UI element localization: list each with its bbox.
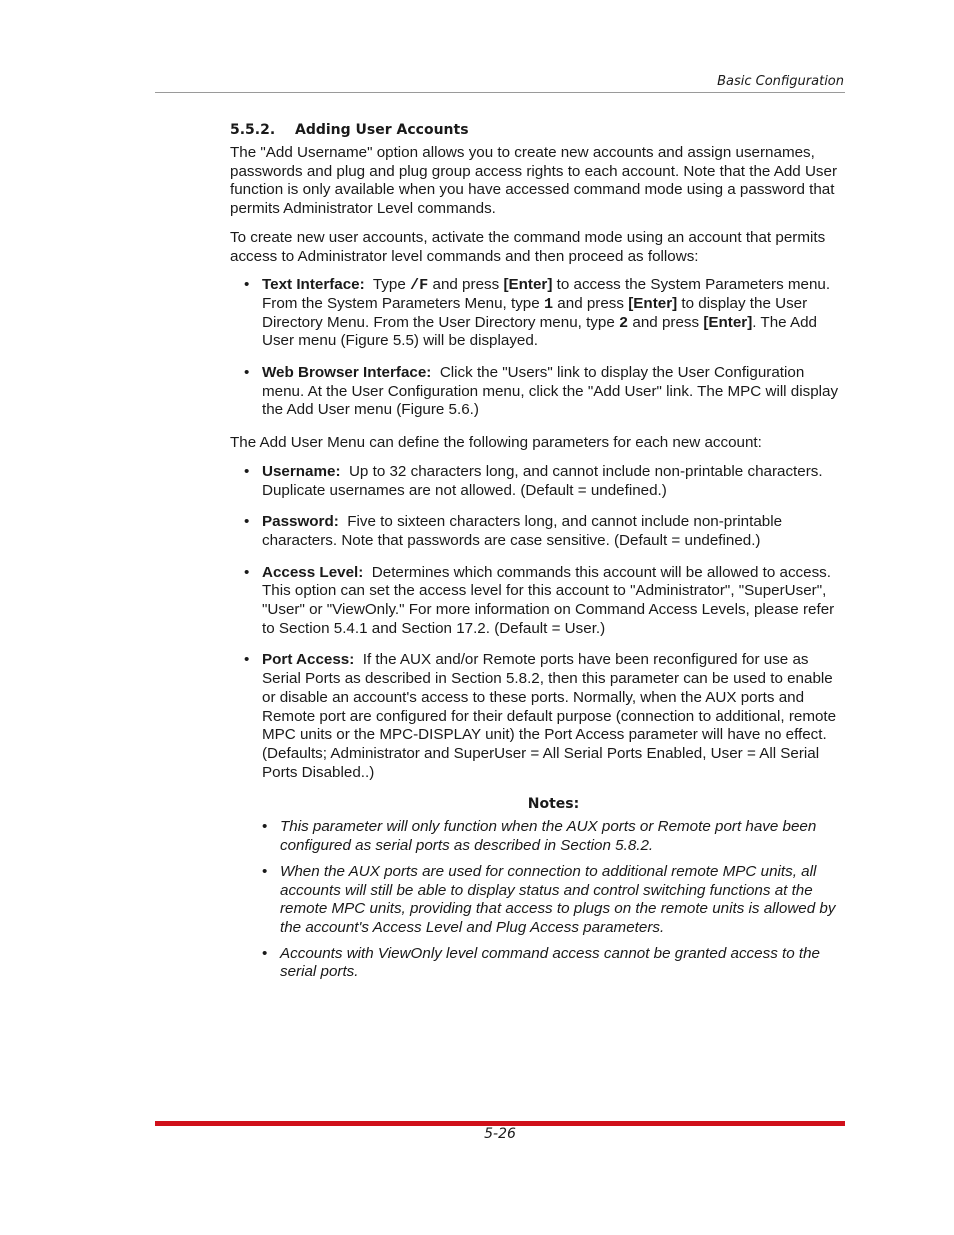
text-segment: Type — [372, 276, 406, 294]
main-content — [230, 122, 845, 989]
term-web-interface: Web Browser Interface: — [262, 364, 432, 382]
access-methods-list — [230, 276, 845, 420]
param-term: Password: — [262, 513, 339, 531]
list-item — [230, 513, 845, 550]
param-text: Five to sixteen characters long, and cannot include non-printable characters. Note that passwords are case sensitive. (Default = undefined.) — [262, 513, 783, 549]
bullet-icon: • — [244, 563, 250, 581]
note-item — [262, 818, 845, 855]
term-text-interface: Text Interface: — [262, 276, 365, 294]
list-item — [230, 463, 845, 500]
command-text: /F — [410, 276, 429, 295]
list-item — [230, 651, 845, 782]
note-item — [262, 863, 845, 938]
section-heading — [230, 122, 845, 138]
bullet-icon: • — [262, 862, 268, 880]
list-item — [230, 364, 845, 420]
bullet-icon: • — [262, 944, 268, 962]
note-item — [262, 945, 845, 982]
param-text: Up to 32 characters long, and cannot include non-printable characters. Duplicate usernames are not allowed. (Default = undefined.) — [262, 462, 823, 499]
notes-heading: Notes: — [527, 796, 580, 813]
bullet-icon: • — [244, 276, 250, 294]
command-text: 2 — [619, 313, 629, 332]
key-text: [Enter] — [503, 276, 553, 294]
intro-paragraph: The "Add Username" option allows you to create new accounts and assign usernames, passwords and plug and plug group access rights to each account. Note that the Add User function is only available when you have accessed command mode using a password that permits Administrator Level commands. — [230, 144, 838, 218]
text-segment: Click the "Users" link to display the User Configuration menu. At the User Configuration menu, click the "Add User" link. The MPC will display the Add User menu (Figure 5.6.) — [262, 364, 839, 419]
bullet-icon: • — [244, 364, 250, 382]
list-item — [230, 276, 845, 351]
note-text: This parameter will only function when the AUX ports or Remote port have been configured as serial ports as described in Section 5.8.2. — [280, 818, 817, 855]
param-term: Port Access: — [262, 651, 355, 669]
command-text: 1 — [543, 294, 554, 313]
intro-paragraph: To create new user accounts, activate the command mode using an account that permits access to Administrator level commands and then proceed as follows: — [230, 228, 826, 265]
header-rule — [155, 92, 845, 93]
text-segment: and press — [432, 276, 500, 294]
params-intro: The Add User Menu can define the following parameters for each new account: — [230, 434, 762, 452]
text-segment: and press — [557, 294, 624, 312]
bullet-icon: • — [244, 513, 250, 531]
list-item — [230, 564, 845, 639]
key-text: [Enter] — [628, 294, 678, 312]
text-segment: to display the User Directory Menu. From the User Directory menu, type — [262, 294, 808, 331]
bullet-icon: • — [244, 651, 250, 669]
param-text: If the AUX and/or Remote ports have been reconfigured for use as Serial Ports as described in Section 5.8.2, then this parameter can be used to enable or disable an account's access to these ports. Normally, when the AUX ports and Remote port are configured for their default purpose (connection to additional, remote MPC units or the MPC-DISPLAY unit) the Port Access parameter will have no effect. (Defaults; Administrator and SuperUser = All Serial Ports Enabled, User = All Serial Ports Disabled..) — [262, 651, 837, 781]
parameters-list — [230, 463, 845, 783]
text-segment: and press — [632, 313, 700, 331]
text-segment: . The Add User menu (Figure 5.5) will be displayed. — [262, 313, 818, 350]
section-title: Adding User Accounts — [295, 122, 469, 138]
param-text: Determines which commands this account will be allowed to access. This option can set the access level for this account to "Administrator", "SuperUser", "User" or "ViewOnly." For more information on Command Access Levels, please refer to Section 5.4.1 and Section 17.2. (Default = User.) — [262, 563, 835, 637]
bullet-icon: • — [262, 818, 268, 836]
notes-list — [230, 818, 845, 982]
key-text: [Enter] — [703, 313, 753, 331]
running-header: Basic Configuration — [717, 74, 844, 89]
bullet-icon: • — [244, 462, 250, 480]
param-term: Access Level: — [262, 563, 364, 581]
page-number: 5-26 — [484, 1126, 516, 1142]
note-text: When the AUX ports are used for connection to additional remote MPC units, all accounts will still be able to display status and control switching functions at the remote MPC units, providing that access to plugs on the remote units is allowed by the account's Access Level and Plug Access parameters. — [280, 862, 836, 936]
text-segment: to access the System Parameters menu. From the System Parameters Menu, type — [262, 276, 831, 312]
param-term: Username: — [262, 462, 341, 480]
section-number: 5.5.2. — [230, 122, 276, 138]
note-text: Accounts with ViewOnly level command access cannot be granted access to the serial ports. — [280, 944, 821, 981]
